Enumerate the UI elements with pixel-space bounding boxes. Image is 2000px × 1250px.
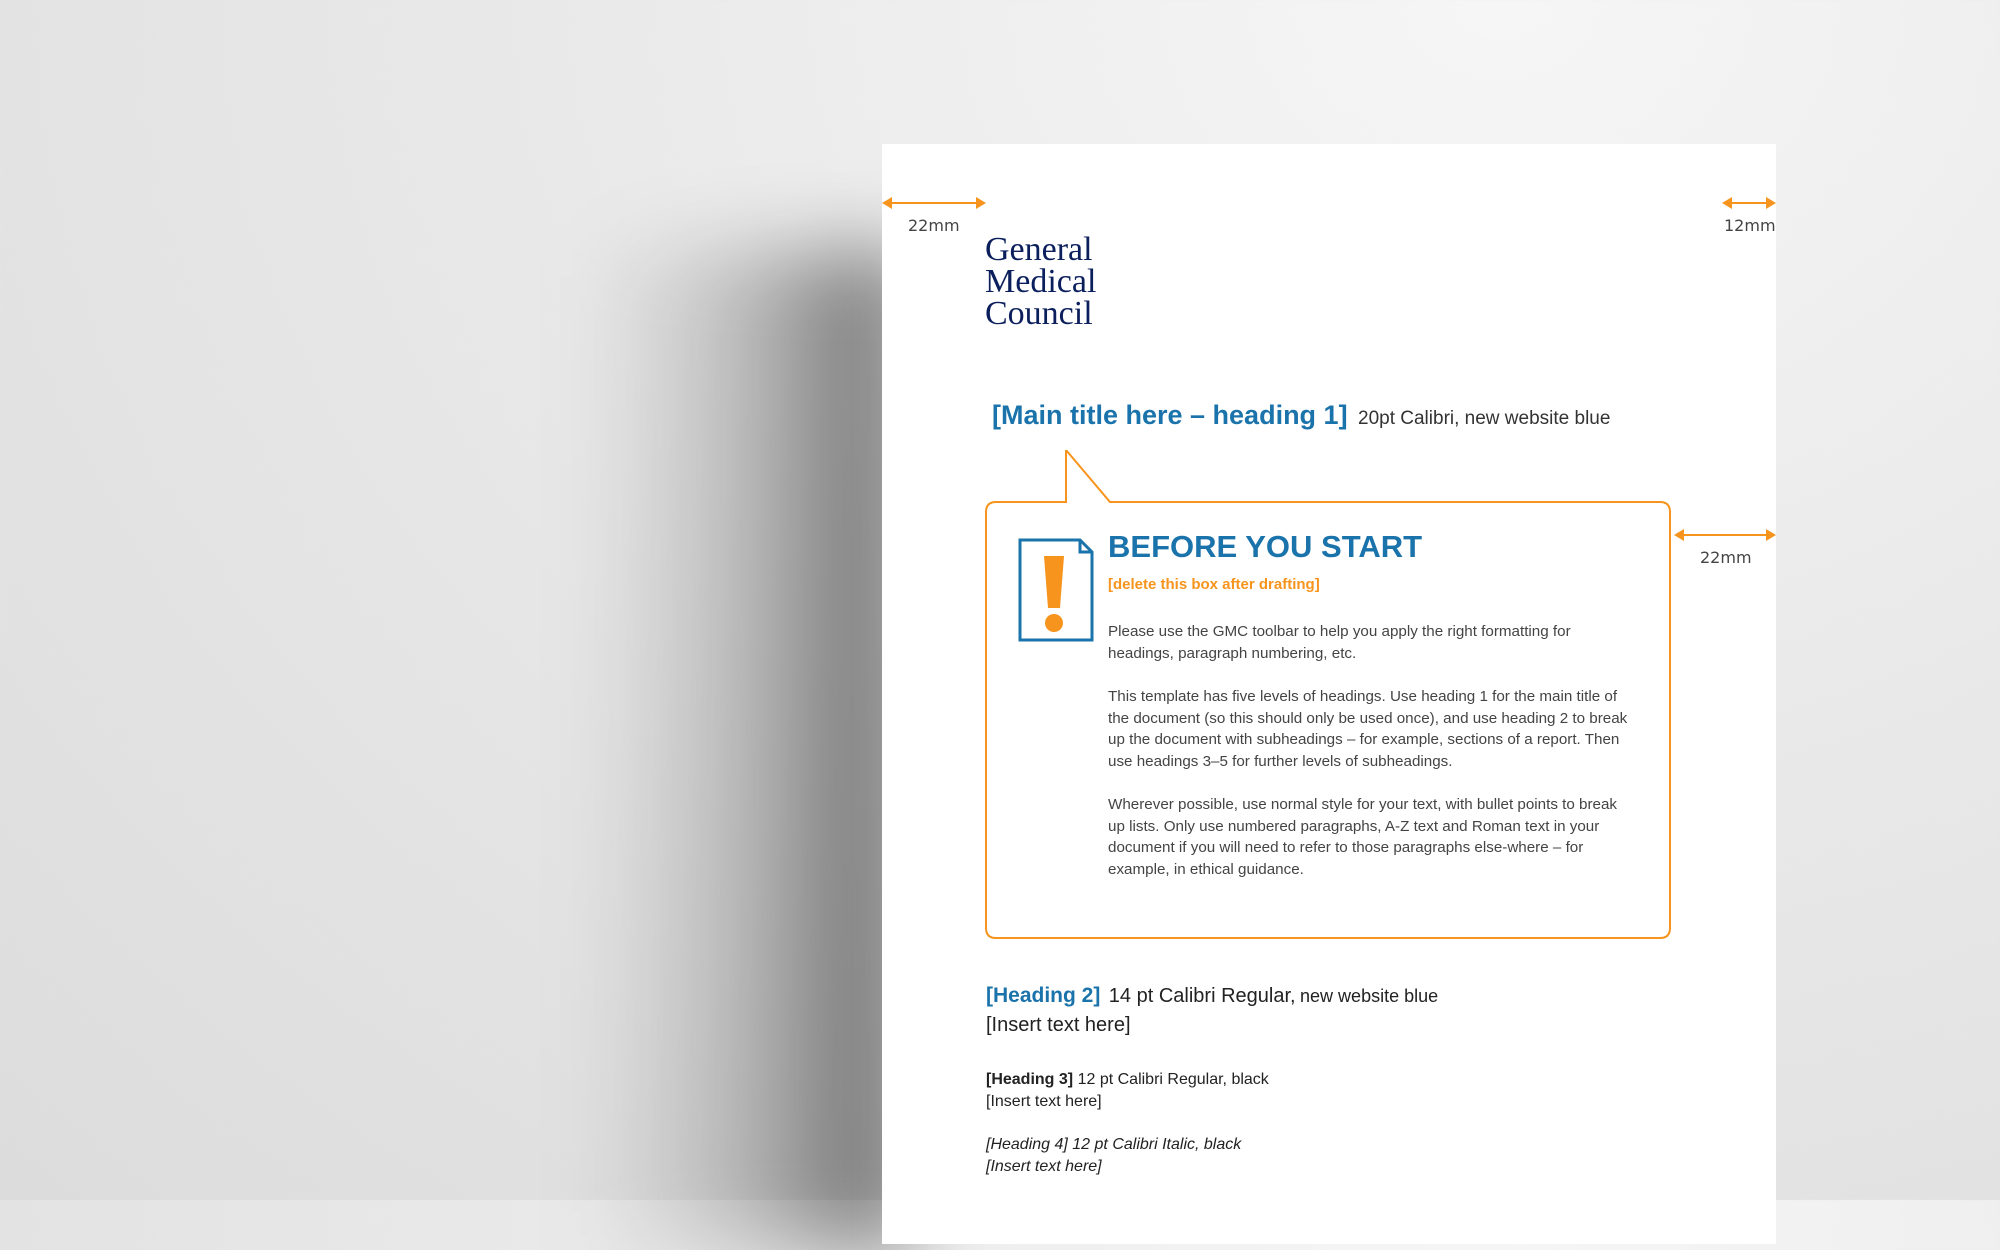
heading-1-label: [Main title here – heading 1] [992, 400, 1348, 430]
gmc-logo [985, 231, 1097, 332]
logo-line-1: General [985, 231, 1093, 268]
heading-1-note: 20pt Calibri, new website blue [1358, 408, 1611, 429]
page-shadow [590, 250, 910, 1250]
box-right-margin-arrow [1676, 534, 1774, 536]
document-exclamation-icon [1016, 536, 1096, 646]
heading-3-label: [Heading 3] [986, 1071, 1074, 1088]
heading-3-note: 12 pt Calibri Regular, black [1077, 1071, 1269, 1088]
document-page [882, 144, 1776, 1244]
left-margin-arrow [884, 202, 984, 204]
main-title [992, 400, 1610, 431]
instruction-paragraph-1: Please use the GMC toolbar to help you apply the right formatting for headings, paragraph numbering, etc. [1108, 623, 1571, 662]
right-margin-label: 12mm [1724, 216, 1776, 235]
logo-line-3: Council [985, 295, 1093, 332]
heading-2-line [986, 984, 1438, 1008]
heading-2-note-color: new website blue [1300, 986, 1439, 1006]
heading-2-label: [Heading 2] [986, 984, 1101, 1007]
box-right-margin-label: 22mm [1700, 548, 1752, 567]
heading-3-line [986, 1071, 1269, 1089]
before-you-start-content [1108, 530, 1638, 895]
heading-3-insert-text: [Insert text here] [986, 1093, 1102, 1110]
instruction-paragraph-2: This template has five levels of headings. Use heading 1 for the main title of the document (so this should only be used once), and use heading 2 to break up the document with subheadings – for example, sections of a report. Then use headings 3–5 for further levels of subheadings. [1108, 688, 1628, 770]
logo-line-2: Medical [985, 263, 1097, 300]
heading-2-insert-text: [Insert text here] [986, 1014, 1131, 1036]
left-margin-label: 22mm [908, 216, 960, 235]
heading-4-line: [Heading 4] 12 pt Calibri Italic, black [986, 1136, 1242, 1153]
instruction-paragraph-3: Wherever possible, use normal style for your text, with bullet points to break up lists. Only use numbered paragraphs, A-Z text and Roman text in your document if you will need to refer to those paragraphs else-where – for example, in ethical guidance. [1108, 796, 1618, 878]
delete-box-note: [delete this box after drafting] [1108, 576, 1320, 593]
before-you-start-heading: BEFORE YOU START [1108, 529, 1423, 564]
heading-4-insert-text: [Insert text here] [986, 1158, 1102, 1175]
right-margin-arrow [1724, 202, 1774, 204]
heading-2-note: 14 pt Calibri Regular, [1108, 985, 1296, 1007]
